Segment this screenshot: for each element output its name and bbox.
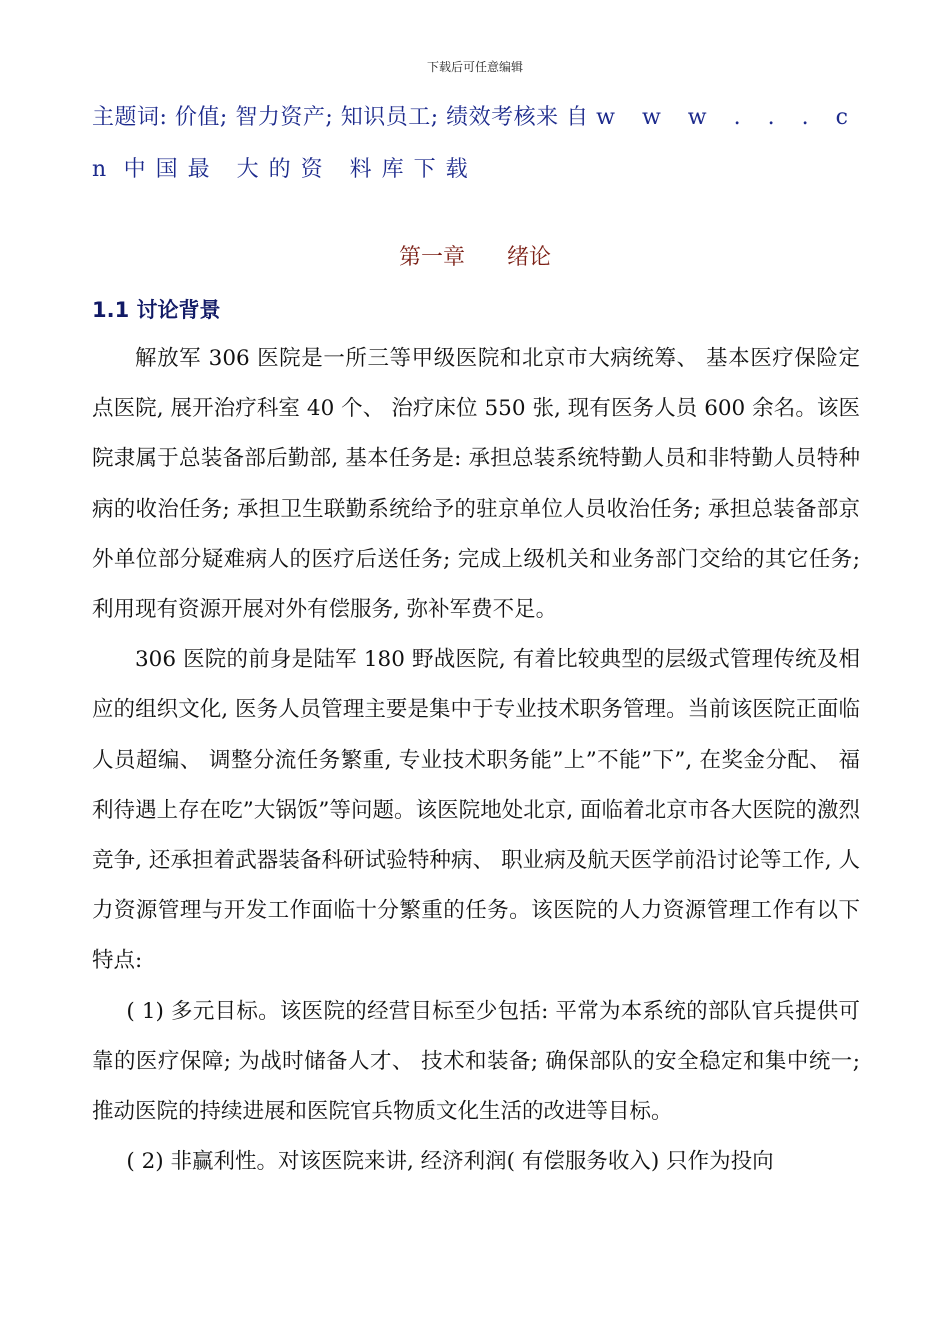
- keywords-spam-tail: 中国最 大的资 料库下载: [123, 157, 478, 182]
- section-heading: [92, 294, 221, 324]
- page-header-watermark: 下载后可任意编辑: [426, 60, 523, 74]
- paragraph-item-1: ( 1) 多元目标。该医院的经营目标至少包括: 平常为本系统的部队官兵提供可靠的医疗保障; 为战时储备人才、 技术和装备; 确保部队的安全稳定和集中统一; 推动医院的持续进展和医院官兵物质文化生活的改进等目标。: [92, 998, 860, 1125]
- section-title: 讨论背景: [136, 298, 221, 322]
- paragraph-item-2: ( 2) 非赢利性。对该医院来讲, 经济利润( 有偿服务收入) 只作为投向: [126, 1149, 774, 1175]
- chapter-title: 绪论: [507, 245, 552, 270]
- chapter-number: 第一章: [398, 245, 465, 270]
- section-number: 1.1: [92, 298, 130, 322]
- chapter-heading: [0, 240, 950, 271]
- paragraph-hospital-overview: 解放军 306 医院是一所三等甲级医院和北京市大病统筹、 基本医疗保险定点医院, 展开治疗科室 40 个、 治疗床位 550 张, 现有医务人员 600 余名。该医院隶属于总装备部后勤部, 基本任务是: 承担总装系统特勤人员和非特勤人员特种病的收治任务; 承担卫生联勤系统给予的驻京单位人员收治任务; 承担总装备部京外单位部分疑难病人的医疗后送任务; 完成上级机关和业务部门交给的其它任务; 利用现有资源开展对外有偿服务, 弥补军费不足。: [92, 346, 860, 623]
- keywords-spam-url: w w w . . . c n: [92, 105, 858, 182]
- body-text: [92, 334, 860, 1187]
- paragraph-hospital-history: 306 医院的前身是陆军 180 野战医院, 有着比较典型的层级式管理传统及相应的组织文化, 医务人员管理主要是集中于专业技术职务管理。当前该医院正面临人员超编、 调整分流任务繁重, 专业技术职务能”上”不能”下”, 在奖金分配、 福利待遇上存在吃”大锅饭”等问题。该医院地处北京, 面临着北京市各大医院的激烈竞争, 还承担着武器装备科研试验特种病、 职业病及航天医学前沿讨论等工作, 人力资源管理与开发工作面临十分繁重的任务。该医院的人力资源管理工作有以下特点:: [92, 647, 860, 974]
- keywords-items: 价值; 智力资产; 知识员工; 绩效考核来 自: [174, 105, 589, 130]
- keywords-block: [92, 92, 872, 196]
- keywords-label: 主题词:: [92, 105, 168, 130]
